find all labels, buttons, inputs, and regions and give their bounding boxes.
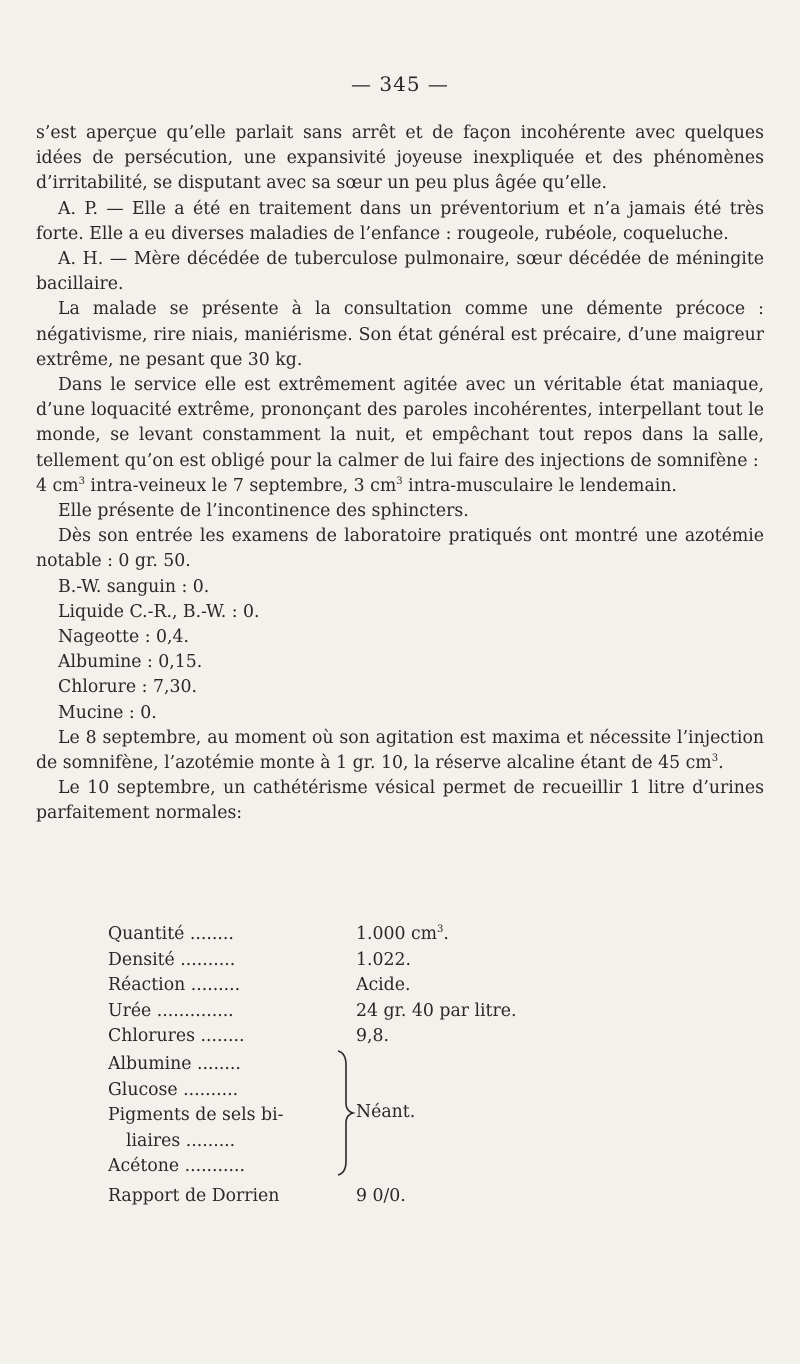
- paragraph-september-10: Le 10 septembre, un cathétérisme vésical permet de recueillir 1 litre d’urines parfaitement normales:: [36, 778, 764, 824]
- row-label: Réaction .........: [108, 975, 241, 995]
- body-text: [36, 121, 764, 827]
- grouped-value: Néant.: [356, 1102, 416, 1122]
- injection-suffix: intra-musculaire le lendemain.: [402, 475, 677, 496]
- table-row: [108, 973, 558, 999]
- paragraph-personal-history: A. P. — Elle a été en traitement dans un préventorium et n’a jamais été très forte. Elle a eu diverses maladies de l’enfance : rougeole, rubéole, coqueluche.: [36, 198, 764, 244]
- row-label: Chlorures ........: [108, 1026, 245, 1046]
- row-label: Acétone ...........: [108, 1156, 246, 1176]
- table-row: [108, 1052, 558, 1078]
- lab-result: Mucine : 0.: [58, 702, 157, 723]
- paragraph-laboratory: Dès son entrée les examens de laboratoire pratiqués ont montré une azotémie notable : 0 gr. 50.: [36, 526, 764, 572]
- row-value: 9,8.: [356, 1026, 389, 1046]
- table-row: [108, 948, 558, 974]
- row-value: 1.022.: [356, 949, 411, 970]
- paragraph-presentation: La malade se présente à la consultation comme une démente précoce : négativisme, rire niais, maniérisme. Son état général est précaire, d’une maigreur extrême, ne pesant que 30 kg.: [36, 299, 764, 370]
- table-row: [108, 1184, 558, 1210]
- september-8-end: .: [718, 753, 724, 774]
- row-label: Pigments de sels bi-: [108, 1105, 284, 1125]
- lab-result: B.-W. sanguin : 0.: [58, 576, 210, 597]
- table-row: [108, 1078, 558, 1104]
- row-label: Rapport de Dorrien: [108, 1186, 280, 1206]
- lab-result: Albumine : 0,15.: [58, 652, 203, 673]
- row-value: [356, 922, 449, 948]
- injection-sup-2: 3: [396, 476, 403, 488]
- september-8-sup: 3: [711, 753, 719, 765]
- paragraph-september-8: [36, 726, 764, 776]
- paragraph-continuation: s’est aperçue qu’elle parlait sans arrêt et de façon incohérente avec quelques idées de persécution, une expansivité joyeuse inexpliquée et des phénomènes d’irritabilité, se disputant avec sa sœur un peu plus âgée qu’elle.: [36, 123, 764, 194]
- row-label: Quantité ........: [108, 924, 234, 944]
- table-row: [108, 1154, 558, 1180]
- lab-result: Chlorure : 7,30.: [58, 677, 197, 698]
- injection-prefix: 4 cm: [36, 475, 79, 496]
- row-label: Albumine ........: [108, 1054, 241, 1074]
- table-row: [108, 1103, 558, 1129]
- table-row: [108, 1024, 558, 1050]
- table-row: [108, 1129, 558, 1155]
- row-label: Densité ..........: [108, 949, 236, 970]
- page-number: — 345 —: [351, 72, 449, 96]
- september-8-text: Le 8 septembre, au moment où son agitation est maxima et nécessite l’injection de somnifène, l’azotémie monte à 1 gr. 10, la réserve alcaline étant de 45 cm: [36, 727, 764, 774]
- right-brace-icon: [334, 1049, 356, 1177]
- row-value-text: 1.000 cm: [356, 924, 438, 944]
- row-value: Acide.: [356, 975, 411, 995]
- injection-middle: intra-veineux le 7 septembre, 3 cm: [84, 475, 397, 496]
- paragraph-incontinence: Elle présente de l’incontinence des sphincters.: [58, 501, 469, 522]
- paragraph-family-history: A. H. — Mère décédée de tuberculose pulmonaire, sœur décédée de méningite bacillaire.: [36, 249, 764, 295]
- injection-sup-1: 3: [78, 476, 85, 488]
- table-row: [108, 999, 558, 1025]
- table-row: [108, 922, 558, 948]
- lab-result: Nageotte : 0,4.: [58, 627, 190, 648]
- row-value-end: .: [443, 924, 449, 944]
- row-value: 9 0/0.: [356, 1186, 406, 1206]
- row-label: Glucose ..........: [108, 1079, 239, 1100]
- paragraph-service: Dans le service elle est extrêmement agitée avec un véritable état maniaque, d’une loquacité extrême, prononçant des paroles incohérentes, interpellant tout le monde, se levant constamment la nuit, et empêchant tout repos dans la salle, tellement qu’on est obligé pour la calmer de lui faire des injections de somnifène :: [36, 375, 764, 471]
- row-label: liaires .........: [126, 1130, 236, 1151]
- lab-result: Liquide C.-R., B.-W. : 0.: [58, 601, 260, 622]
- row-value: 24 gr. 40 par litre.: [356, 1000, 517, 1021]
- row-value-sup: 3: [437, 924, 444, 936]
- paragraph-injections: [36, 474, 764, 499]
- row-label: Urée ..............: [108, 1000, 234, 1021]
